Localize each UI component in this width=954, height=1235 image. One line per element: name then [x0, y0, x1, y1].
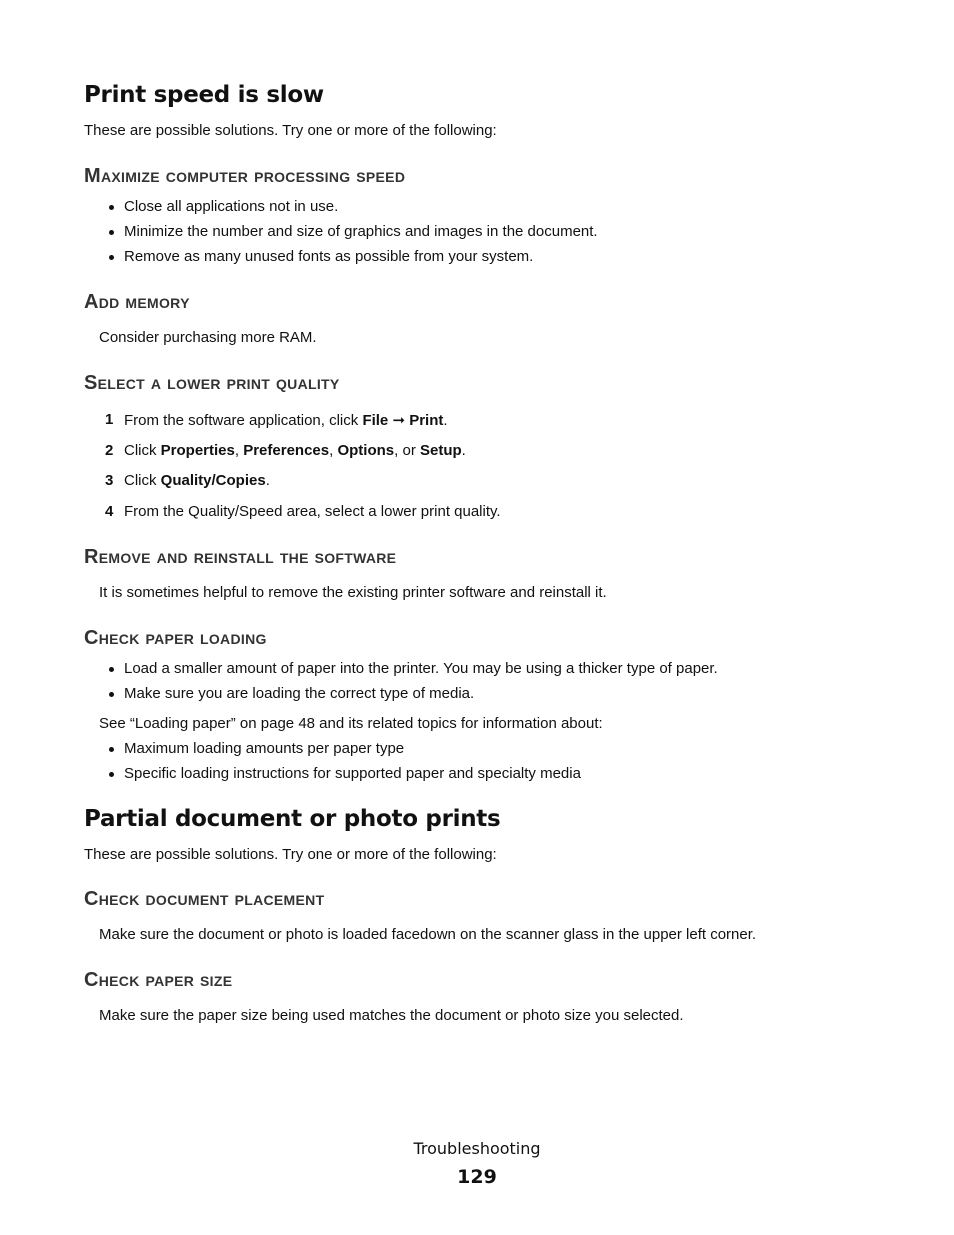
bullet-icon [109, 667, 114, 672]
paragraph: Make sure the paper size being used matches the document or photo size you selected. [99, 1007, 684, 1024]
section-intro: These are possible solutions. Try one or more of the following: [84, 846, 497, 863]
section-title-partial-prints: Partial document or photo prints [84, 806, 501, 832]
step-number: 2 [105, 442, 114, 459]
bullet-icon [109, 230, 114, 235]
arrow-icon: ➞ [392, 412, 406, 429]
heading-paper-size: Check paper size [84, 969, 233, 991]
step-text: From the software application, click File ➞ Print. [124, 412, 448, 429]
step-text: Click Quality/Copies. [124, 472, 270, 489]
step-text: Click Properties, Preferences, Options, or Setup. [124, 442, 466, 459]
heading-lower-quality: Select a lower print quality [84, 372, 340, 394]
paragraph: Consider purchasing more RAM. [99, 329, 317, 346]
heading-add-memory: Add memory [84, 291, 190, 313]
step-number: 3 [105, 472, 114, 489]
bullet-icon [109, 692, 114, 697]
list-item: Minimize the number and size of graphics and images in the document. [124, 223, 598, 240]
list-item: Close all applications not in use. [124, 198, 339, 215]
list-item: Load a smaller amount of paper into the printer. You may be using a thicker type of paper. [124, 660, 718, 677]
see-also-text: See “Loading paper” on page 48 and its related topics for information about: [99, 715, 603, 732]
list-item: Make sure you are loading the correct type of media. [124, 685, 475, 702]
step-text: From the Quality/Speed area, select a lower print quality. [124, 503, 501, 520]
heading-maximize-speed: Maximize computer processing speed [84, 165, 406, 187]
list-item: Remove as many unused fonts as possible from your system. [124, 248, 534, 265]
page-number: 129 [457, 1166, 497, 1188]
bullet-icon [109, 772, 114, 777]
list-item: Specific loading instructions for supported paper and specialty media [124, 765, 581, 782]
section-title-print-speed: Print speed is slow [84, 82, 324, 108]
bullet-icon [109, 747, 114, 752]
section-intro: These are possible solutions. Try one or more of the following: [84, 122, 497, 139]
paragraph: Make sure the document or photo is loaded facedown on the scanner glass in the upper left corner. [99, 926, 757, 943]
heading-document-placement: Check document placement [84, 888, 325, 910]
step-number: 4 [105, 503, 114, 520]
step-number: 1 [105, 411, 114, 428]
heading-reinstall: Remove and reinstall the software [84, 546, 397, 568]
heading-paper-loading: Check paper loading [84, 627, 267, 649]
list-item: Maximum loading amounts per paper type [124, 740, 405, 757]
bullet-icon [109, 205, 114, 210]
bullet-icon [109, 255, 114, 260]
footer-section-name: Troubleshooting [413, 1139, 541, 1158]
paragraph: It is sometimes helpful to remove the existing printer software and reinstall it. [99, 584, 607, 601]
